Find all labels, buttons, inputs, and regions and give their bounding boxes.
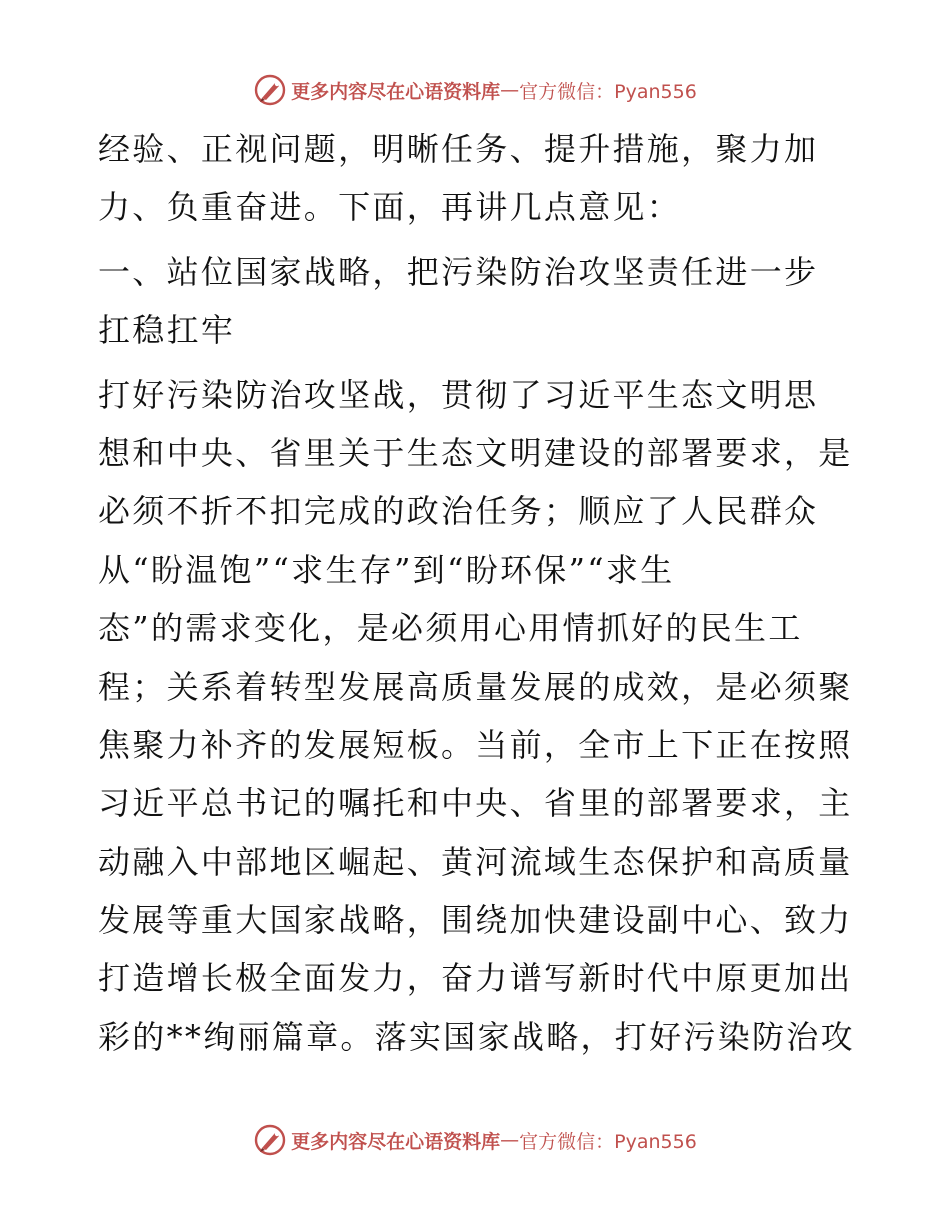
text-line: 发展等重大国家战略，围绕加快建设副中心、致力 — [98, 901, 853, 940]
banner-contact: 官方微信：Pyan556 — [519, 80, 697, 103]
banner-contact: 官方微信：Pyan556 — [519, 1130, 697, 1153]
banner-title: 更多内容尽在心语资料库 — [291, 1130, 501, 1153]
banner-separator: — — [500, 79, 520, 101]
text-line: 必须不折不扣完成的政治任务；顺应了人民群众 — [98, 492, 819, 531]
heading-line: 一、站位国家战略，把污染防治攻坚责任进一步 — [98, 252, 819, 291]
banner-title: 更多内容尽在心语资料库 — [291, 80, 501, 103]
header-banner — [0, 70, 950, 110]
text-line: 态”的需求变化，是必须用心用情抓好的民生工 — [98, 609, 803, 648]
text-line: 想和中央、省里关于生态文明建设的部署要求，是 — [98, 433, 853, 472]
heading-line: 扛稳扛牢 — [98, 311, 236, 350]
text-line: 习近平总书记的嘱托和中央、省里的部署要求，主 — [98, 784, 853, 823]
text-line: 焦聚力补齐的发展短板。当前，全市上下正在按照 — [98, 725, 853, 764]
text-line: 力、负重奋进。下面，再讲几点意见： — [98, 188, 682, 227]
text-line: 程；关系着转型发展高质量发展的成效，是必须聚 — [98, 667, 853, 706]
text-line: 打好污染防治攻坚战，贯彻了习近平生态文明思 — [98, 375, 819, 414]
text-line: 动融入中部地区崛起、黄河流域生态保护和高质量 — [98, 842, 853, 881]
text-line: 彩的**绚丽篇章。落实国家战略，打好污染防治攻 — [98, 1017, 855, 1056]
text-line: 从“盼温饱”“求生存”到“盼环保”“求生 — [98, 550, 675, 589]
pen-logo-icon — [253, 73, 287, 107]
paragraph-intro — [98, 120, 858, 237]
paragraph-main — [98, 366, 858, 1067]
banner-separator: — — [500, 1129, 520, 1151]
footer-banner — [0, 1120, 950, 1160]
pen-logo-icon — [253, 1123, 287, 1157]
text-line: 经验、正视问题，明晰任务、提升措施，聚力加 — [98, 130, 819, 168]
document-body — [98, 120, 858, 1066]
section-heading — [98, 243, 858, 360]
text-line: 打造增长极全面发力，奋力谱写新时代中原更加出 — [98, 959, 853, 998]
